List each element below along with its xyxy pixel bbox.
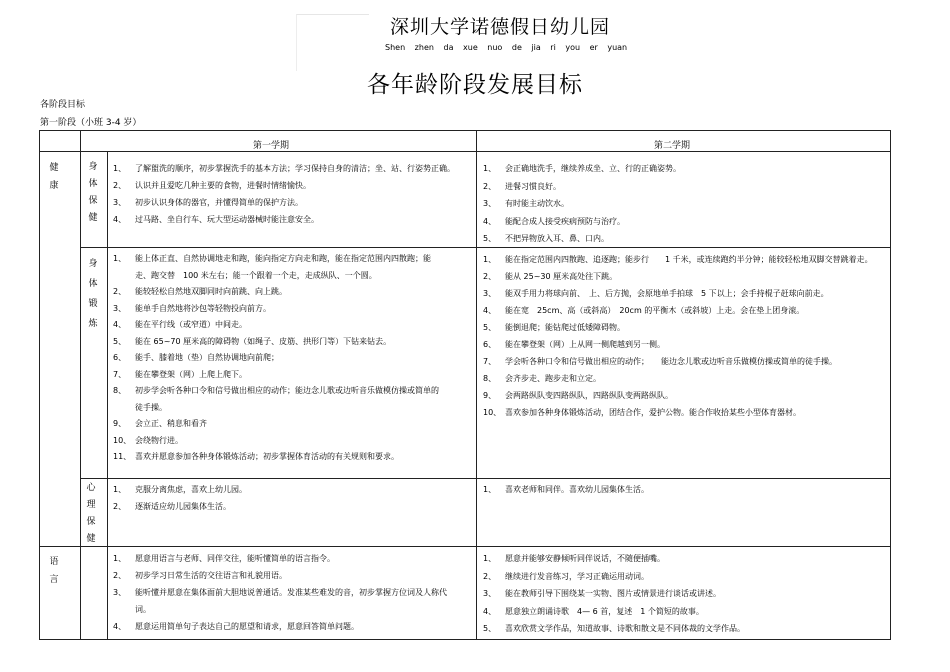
col-header-semester-2: 第二学期 xyxy=(654,141,691,151)
domain-language: 语言 xyxy=(49,557,59,585)
item-text: 喜欢欣赏文学作品，知道故事、诗歌和散文是不同体裁的文学作品。 xyxy=(505,624,745,633)
item-number: 2、 xyxy=(483,272,497,281)
item-number: 5、 xyxy=(113,336,127,346)
sub-body-health: 身体保健 xyxy=(88,162,98,223)
item-text: 学会听各种口令和信号做出相应的动作； 能边念儿歌或边听音乐做模仿操或简单的徒手操。 xyxy=(505,357,837,366)
item-text: 继续进行发音练习，学习正确运用动词。 xyxy=(505,571,649,581)
item-number: 10、 xyxy=(113,435,132,445)
list-item xyxy=(113,317,443,334)
item-number: 1、 xyxy=(483,255,497,264)
list-item xyxy=(483,550,883,568)
list-body-health-s2 xyxy=(483,160,883,248)
item-text: 初步认识身体的器官，并懂得简单的保护方法。 xyxy=(135,198,303,207)
item-number: 3、 xyxy=(483,199,497,208)
list-item xyxy=(483,195,883,213)
col-divider xyxy=(107,151,108,639)
list-item xyxy=(113,498,458,515)
item-text: 愿意独立朗诵诗歌 4— 6 首，复述 1 个简短的故事。 xyxy=(505,606,704,616)
list-body-exercise-s1 xyxy=(113,251,443,466)
col-divider xyxy=(80,131,81,639)
stage-label: 第一阶段（小班 3-4 岁） xyxy=(40,118,142,128)
item-number: 4、 xyxy=(483,606,497,616)
item-text: 认识并且爱吃几种主要的食物，进餐时情绪愉快。 xyxy=(135,181,311,190)
list-item xyxy=(483,178,883,196)
item-number: 1、 xyxy=(483,554,497,563)
item-number: 2、 xyxy=(483,181,497,191)
list-mental-s2 xyxy=(483,481,883,498)
item-number: 7、 xyxy=(483,357,497,366)
list-item xyxy=(113,584,458,618)
list-item xyxy=(483,319,883,336)
list-item xyxy=(113,160,458,177)
item-number: 2、 xyxy=(113,502,127,511)
col-header-semester-1: 第一学期 xyxy=(253,141,290,151)
item-text: 能在 65~70 厘米高的障碍物（如绳子、皮筋、拱形门等）下钻来钻去。 xyxy=(135,336,392,346)
item-number: 11、 xyxy=(113,452,132,461)
domain-health: 健康 xyxy=(49,163,59,191)
item-number: 2、 xyxy=(113,287,127,296)
list-item xyxy=(113,416,443,433)
list-item xyxy=(113,301,443,318)
list-item xyxy=(483,160,883,178)
item-number: 3、 xyxy=(113,588,127,597)
item-text: 能配合成人接受疾病预防与治疗。 xyxy=(505,216,625,226)
item-text: 会齐步走、跑步走和立定。 xyxy=(505,374,601,383)
item-text: 愿意并能够安静倾听同伴说话，不随便插嘴。 xyxy=(505,554,665,563)
item-text: 了解盥洗的顺序，初步掌握洗手的基本方法；学习保持自身的清洁；坐、站、行姿势正确。 xyxy=(135,164,455,173)
item-text: 能在平行线（或窄道）中间走。 xyxy=(135,320,247,329)
list-item xyxy=(113,284,443,301)
list-item xyxy=(483,353,883,370)
item-text: 能从 25~30 厘米高处往下跳。 xyxy=(505,272,618,281)
item-number: 4、 xyxy=(113,215,127,224)
item-number: 7、 xyxy=(113,369,127,379)
item-text: 能手、膝着地（垫）自然协调地向前爬； xyxy=(135,353,279,362)
list-item xyxy=(113,251,443,284)
list-item xyxy=(113,550,458,567)
list-item xyxy=(483,230,883,248)
item-text: 能上体正直、自然协调地走和跑，能向指定方向走和跑，能在指定范围内四散跑；能走、跑交替 100 米左右；能一个跟着一个走，走成纵队、一个圆。 xyxy=(135,254,431,280)
school-name: 深圳大学诺德假日幼儿园 xyxy=(390,16,611,38)
school-name-pinyin: Shen zhen da xue nuo de jia ri you er yuan xyxy=(385,43,628,52)
item-text: 能在教师引导下围绕某一实物、图片或情景进行谈话或讲述。 xyxy=(505,589,721,598)
list-body-exercise-s2 xyxy=(483,251,883,421)
item-number: 3、 xyxy=(113,303,127,313)
list-item xyxy=(113,433,443,450)
item-number: 1、 xyxy=(113,164,127,173)
section-label: 各阶段目标 xyxy=(40,100,86,110)
item-text: 克服分离焦虑，喜欢上幼儿园。 xyxy=(135,485,247,494)
item-number: 2、 xyxy=(113,181,127,190)
list-item xyxy=(483,268,883,285)
item-number: 5、 xyxy=(483,234,497,243)
row-divider xyxy=(40,546,890,547)
header-row-divider xyxy=(40,151,890,152)
item-text: 能在攀登架（网）上从网一侧爬越到另一侧。 xyxy=(505,340,665,349)
list-item xyxy=(113,334,443,351)
list-item xyxy=(483,285,883,302)
item-text: 能听懂并愿意在集体面前大胆地说普通话。发准某些难发的音，初步掌握方位词及人称代词。 xyxy=(135,588,447,614)
list-body-health-s1 xyxy=(113,160,458,228)
list-item xyxy=(113,449,443,466)
list-item xyxy=(113,177,458,194)
item-text: 能在攀登架（网）上爬上爬下。 xyxy=(135,369,247,379)
list-item xyxy=(483,336,883,353)
item-text: 会正确地洗手，继续养成坐、立、行的正确姿势。 xyxy=(505,164,681,173)
item-text: 愿意运用简单句子表达自己的愿望和请求，愿意回答简单问题。 xyxy=(135,622,359,631)
list-language-s1 xyxy=(113,550,458,635)
item-text: 会两路纵队变四路纵队，四路纵队变两路纵队。 xyxy=(505,391,673,400)
item-number: 6、 xyxy=(113,353,127,362)
item-text: 能双手用力将球向前、 上、后方抛，会原地单手拍球 5 下以上；会手持棍子赶球向前走。 xyxy=(505,289,829,298)
item-text: 逐渐适应幼儿园集体生活。 xyxy=(135,502,231,511)
item-number: 4、 xyxy=(483,306,497,315)
item-text: 过马路、坐自行车、玩大型运动器械时能注意安全。 xyxy=(135,215,319,224)
list-item xyxy=(483,603,883,621)
item-number: 4、 xyxy=(113,320,127,329)
item-text: 愿意用语言与老师、同伴交往，能听懂简单的语言指令。 xyxy=(135,554,335,563)
list-item xyxy=(113,211,458,228)
item-text: 喜欢老师和同伴。喜欢幼儿园集体生活。 xyxy=(505,485,649,494)
item-text: 喜欢参加各种身体锻炼活动，团结合作，爱护公物。能合作收拾某些小型体育器材。 xyxy=(505,408,801,417)
item-number: 1、 xyxy=(113,485,127,494)
item-number: 6、 xyxy=(483,340,497,349)
item-number: 10、 xyxy=(483,408,502,417)
item-text: 能较轻松自然地双脚同时向前跳、向上跳。 xyxy=(135,287,287,296)
list-mental-s1 xyxy=(113,481,458,515)
list-item xyxy=(483,404,883,421)
item-text: 能在宽 25cm、高（或斜高） 20cm 的平衡木（或斜坡）上走。会在垫上团身滚。 xyxy=(505,306,805,315)
item-number: 4、 xyxy=(113,622,127,631)
item-text: 喜欢并愿意参加各种身体锻炼活动；初步掌握体育活动的有关规则和要求。 xyxy=(135,452,399,461)
item-text: 初步学会听各种口令和信号做出相应的动作；能边念儿歌或边听音乐做模仿操或简单的徒手操。 xyxy=(135,386,439,412)
list-item xyxy=(113,383,443,416)
list-item xyxy=(113,481,458,498)
col-divider xyxy=(476,131,477,639)
item-number: 8、 xyxy=(113,386,127,395)
item-number: 1、 xyxy=(113,554,127,563)
item-number: 9、 xyxy=(483,391,497,400)
item-text: 会绕物行进。 xyxy=(135,435,183,445)
item-number: 5、 xyxy=(483,624,497,633)
list-item xyxy=(113,367,443,384)
item-text: 能在指定范围内四散跑、追逐跑；能步行 1 千米，或连续跑约半分钟；能较轻松地双脚交替跳着走。 xyxy=(505,255,873,264)
list-item xyxy=(113,567,458,584)
list-item xyxy=(483,568,883,586)
list-item xyxy=(113,194,458,211)
item-number: 1、 xyxy=(113,254,127,263)
item-number: 3、 xyxy=(113,198,127,207)
goals-table xyxy=(39,130,891,640)
item-text: 能倒退爬；能钻爬过低矮障碍物。 xyxy=(505,323,625,332)
item-number: 4、 xyxy=(483,216,497,226)
list-item xyxy=(483,302,883,319)
item-number: 1、 xyxy=(483,485,497,494)
list-item xyxy=(483,585,883,603)
item-number: 9、 xyxy=(113,419,127,428)
item-text: 有时能主动饮水。 xyxy=(505,199,569,208)
sub-mental-health: 心理保健 xyxy=(86,483,96,544)
item-text: 会立正、稍息和看齐 xyxy=(135,419,207,428)
list-item xyxy=(483,251,883,268)
item-number: 8、 xyxy=(483,374,497,383)
item-number: 3、 xyxy=(483,589,497,598)
page-title: 各年龄阶段发展目标 xyxy=(367,72,583,98)
item-number: 5、 xyxy=(483,323,497,332)
list-item xyxy=(483,481,883,498)
list-language-s2 xyxy=(483,550,883,638)
item-number: 2、 xyxy=(483,571,497,581)
school-logo-placeholder xyxy=(296,14,369,71)
list-item xyxy=(483,387,883,404)
list-item xyxy=(483,213,883,231)
sub-body-exercise: 身体锻炼 xyxy=(88,259,98,329)
row-divider xyxy=(80,478,890,479)
item-number: 3、 xyxy=(483,289,497,298)
list-item xyxy=(483,620,883,638)
item-text: 进餐习惯良好。 xyxy=(505,181,561,191)
item-text: 不把异物放入耳、鼻、口内。 xyxy=(505,234,609,243)
item-text: 能单手自然地将沙包等轻物投向前方。 xyxy=(135,303,271,313)
list-item xyxy=(113,618,458,635)
list-item xyxy=(113,350,443,367)
item-number: 2、 xyxy=(113,571,127,580)
item-number: 1、 xyxy=(483,164,497,173)
list-item xyxy=(483,370,883,387)
item-text: 初步学习日常生活的交往语言和礼貌用语。 xyxy=(135,571,287,580)
